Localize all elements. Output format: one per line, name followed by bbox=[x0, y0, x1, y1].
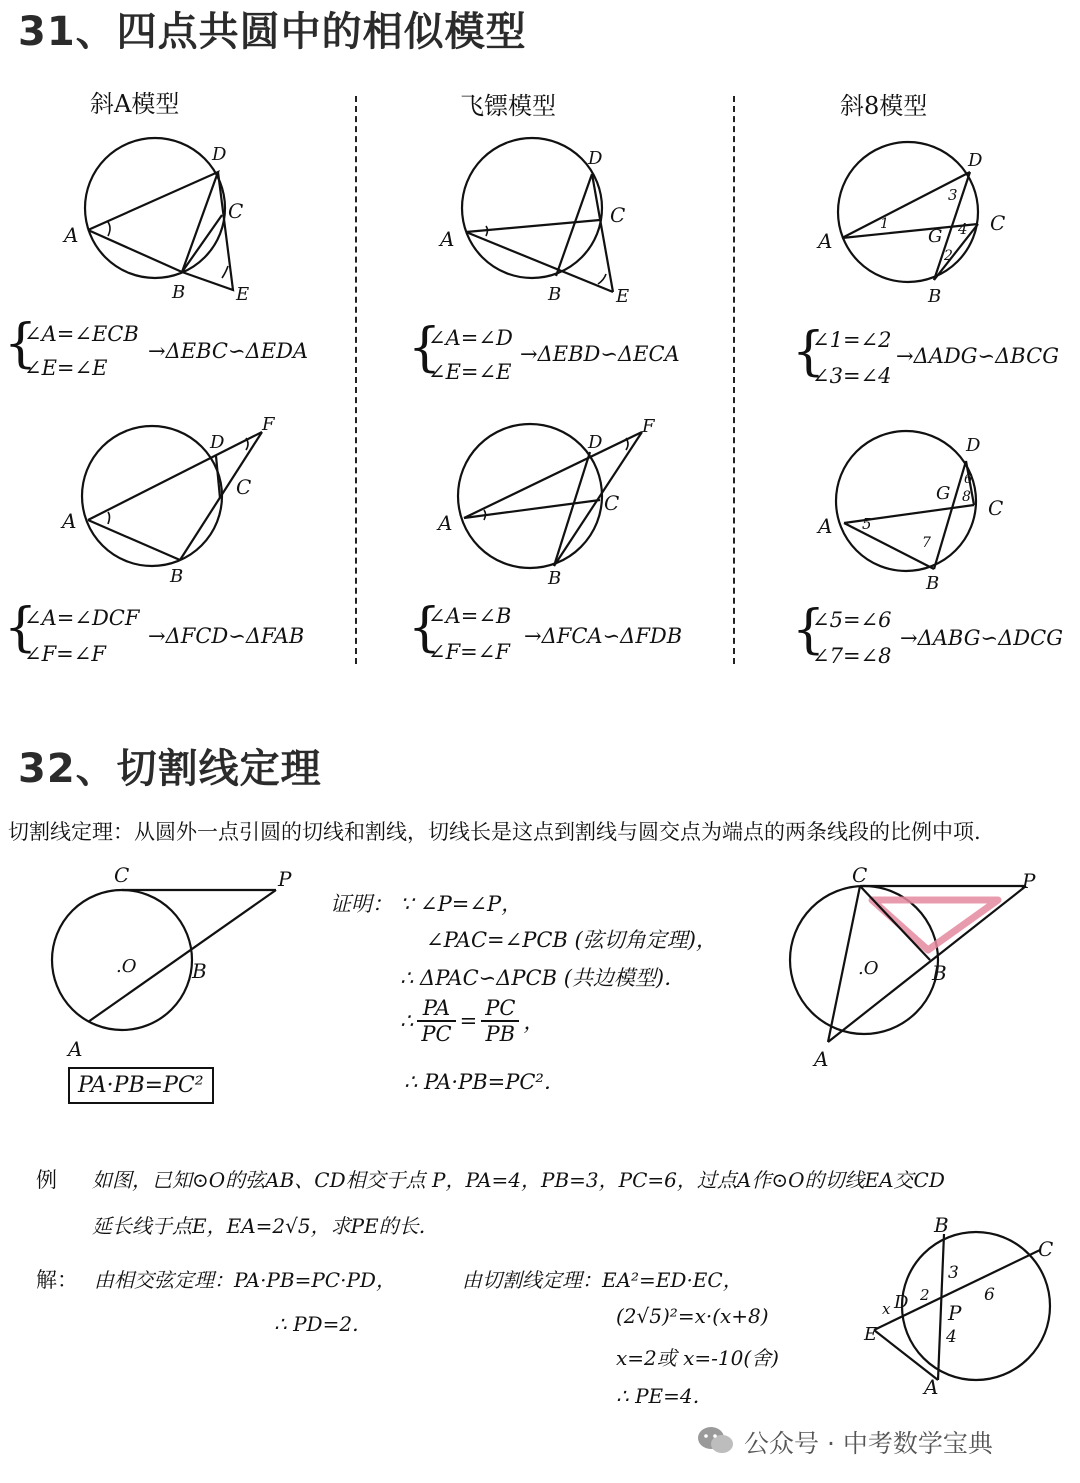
proof-line-4 bbox=[400, 996, 544, 1046]
angle-7: 7 bbox=[922, 535, 931, 551]
fraction-pc-pb: $\frac{PC}{PB}$ bbox=[481, 996, 519, 1046]
angle-8: 8 bbox=[962, 489, 971, 505]
angle-6: 6 bbox=[964, 472, 973, 487]
label-b: B bbox=[932, 961, 947, 985]
tangent-chord-diagram bbox=[780, 864, 1070, 1084]
diagram-slanted-a-1 bbox=[50, 130, 270, 310]
equals-sign: = bbox=[459, 1009, 478, 1033]
label-c: C bbox=[610, 203, 626, 227]
segment-6: 6 bbox=[984, 1285, 995, 1305]
label-o: .O bbox=[116, 956, 137, 977]
label-d: D bbox=[588, 432, 603, 453]
diagram-slanted-8-1 bbox=[810, 140, 1030, 310]
tangent-secant-diagram bbox=[40, 860, 310, 1060]
result: →ΔADG∽ΔBCG bbox=[896, 344, 1059, 368]
label-a: A bbox=[440, 227, 455, 251]
result-2: →ΔFCD∽ΔFAB bbox=[148, 624, 305, 648]
theorem-definition: 切割线定理：从圆外一点引圆的切线和割线，切线长是这点到割线与圆交点为端点的两条线段的比例中项. bbox=[8, 820, 981, 844]
comma: ， bbox=[523, 1010, 545, 1034]
label-b: B bbox=[170, 566, 184, 587]
angle-1: 1 bbox=[880, 216, 889, 232]
fraction-pa-pc: $\frac{PA}{PC}$ bbox=[417, 996, 455, 1046]
angle-3: 3 bbox=[948, 186, 958, 204]
column-divider bbox=[355, 96, 357, 664]
diagram-slanted-a-2 bbox=[50, 410, 290, 590]
brace: { bbox=[408, 598, 442, 658]
angle-2: 2 bbox=[944, 248, 953, 264]
column-divider bbox=[733, 96, 735, 664]
cond-2: ∠E=∠E bbox=[24, 356, 108, 380]
result-2: →ΔFCA∽ΔFDB bbox=[524, 624, 683, 648]
label-c: C bbox=[604, 491, 620, 515]
label-e: E bbox=[236, 284, 250, 305]
proof-line-5: ∴ PA·PB=PC²． bbox=[404, 1070, 565, 1094]
label-c: C bbox=[990, 211, 1006, 235]
label-p: P bbox=[278, 867, 292, 891]
example-text-1: 如图，已知⊙O的弦AB、CD相交于点 P，PA=4，PB=3，PC=6，过点A作⊙O的切线EA交CD bbox=[92, 1168, 945, 1192]
label-g: G bbox=[936, 483, 951, 504]
cond-2: ∠E=∠E bbox=[428, 360, 512, 384]
label-c: C bbox=[1038, 1237, 1054, 1261]
label-a: A bbox=[64, 223, 79, 247]
example-label: 例 bbox=[36, 1168, 57, 1192]
label-b: B bbox=[548, 568, 562, 589]
solution-line-5: x=2或 x=-10(舍) bbox=[616, 1346, 779, 1370]
label-b: B bbox=[934, 1213, 949, 1237]
label-a: A bbox=[438, 511, 453, 535]
angle-4: 4 bbox=[958, 220, 968, 238]
model-title-slanted-8: 斜8模型 bbox=[840, 92, 928, 120]
cond-3: ∠5=∠6 bbox=[812, 608, 892, 632]
label-b: B bbox=[192, 959, 207, 983]
result: →ΔEBC∽ΔEDA bbox=[148, 339, 309, 363]
intersecting-chords-diagram bbox=[858, 1210, 1068, 1410]
label-e: E bbox=[864, 1324, 878, 1345]
watermark-text: 公众号 · 中考数学宝典 bbox=[744, 1429, 993, 1458]
proof-label: 证明： bbox=[330, 892, 393, 916]
segment-4: 4 bbox=[946, 1327, 957, 1347]
label-c: C bbox=[114, 863, 130, 887]
cond-4: ∠7=∠8 bbox=[812, 644, 892, 668]
proof-line-2: ∠PAC=∠PCB (弦切角定理)， bbox=[426, 928, 717, 952]
label-d: D bbox=[968, 150, 983, 171]
cond-2: ∠3=∠4 bbox=[812, 364, 892, 388]
cond-1: ∠1=∠2 bbox=[812, 328, 892, 352]
label-c: C bbox=[228, 199, 244, 223]
label-d: D bbox=[966, 435, 981, 456]
label-x: x bbox=[882, 1300, 891, 1318]
brace: { bbox=[4, 598, 38, 658]
label-p: P bbox=[948, 1301, 962, 1325]
label-e: E bbox=[616, 286, 630, 307]
label-b: B bbox=[926, 573, 940, 594]
label-a: A bbox=[818, 514, 833, 538]
brace: { bbox=[792, 600, 826, 660]
cond-3: ∠A=∠DCF bbox=[24, 606, 140, 630]
label-c: C bbox=[236, 475, 252, 499]
label-g: G bbox=[928, 226, 943, 247]
solution-line-3: 由切割线定理：EA²=ED·EC， bbox=[462, 1268, 743, 1292]
label-p: P bbox=[1022, 869, 1036, 893]
cond-1: ∠A=∠ECB bbox=[24, 322, 139, 346]
model-title-slanted-a: 斜A模型 bbox=[90, 90, 180, 118]
label-o: .O bbox=[858, 958, 879, 979]
label-d: D bbox=[212, 144, 227, 165]
label-d: D bbox=[210, 432, 225, 453]
segment-3: 3 bbox=[948, 1263, 959, 1283]
angle-5: 5 bbox=[862, 515, 872, 533]
cond-1: ∠A=∠D bbox=[428, 326, 513, 350]
label-a: A bbox=[68, 1037, 83, 1060]
formula-box: PA·PB=PC² bbox=[68, 1067, 214, 1104]
model-title-dart: 飞镖模型 bbox=[460, 92, 556, 120]
label-d: D bbox=[588, 148, 603, 169]
label-b: B bbox=[172, 282, 186, 303]
section-31-title: 31、四点共圆中的相似模型 bbox=[18, 9, 527, 55]
therefore-symbol: ∴ bbox=[400, 1009, 414, 1033]
wechat-icon bbox=[696, 1424, 736, 1456]
proof-line-1: ∵ ∠P=∠P， bbox=[400, 892, 523, 916]
diagram-dart-1 bbox=[430, 130, 650, 310]
solution-line-4: (2√5)²=x·(x+8) bbox=[616, 1304, 769, 1328]
cond-3: ∠A=∠B bbox=[428, 604, 512, 628]
label-c: C bbox=[988, 496, 1004, 520]
cond-4: ∠F=∠F bbox=[428, 640, 510, 664]
label-f: F bbox=[642, 416, 655, 437]
cond-4: ∠F=∠F bbox=[24, 642, 106, 666]
brace: { bbox=[792, 322, 826, 382]
segment-2: 2 bbox=[920, 1286, 930, 1304]
label-b: B bbox=[548, 284, 562, 305]
label-a: A bbox=[818, 229, 833, 253]
solution-line-1: 由相交弦定理：PA·PB=PC·PD， bbox=[94, 1268, 396, 1292]
solution-line-2: ∴ PD=2． bbox=[274, 1312, 373, 1336]
result: →ΔEBD∽ΔECA bbox=[520, 342, 680, 366]
diagram-dart-2 bbox=[430, 410, 670, 590]
diagram-slanted-8-2 bbox=[810, 425, 1030, 595]
solution-line-6: ∴ PE=4． bbox=[616, 1384, 713, 1408]
label-c: C bbox=[852, 864, 868, 887]
result-2: →ΔABG∽ΔDCG bbox=[900, 626, 1063, 650]
label-a: A bbox=[924, 1375, 939, 1399]
section-32-title: 32、切割线定理 bbox=[18, 746, 322, 792]
brace: { bbox=[408, 318, 442, 378]
label-a: A bbox=[62, 509, 77, 533]
example-text-2: 延长线于点E，EA=2√5，求PE的长． bbox=[92, 1214, 439, 1238]
label-a: A bbox=[814, 1047, 829, 1071]
label-f: F bbox=[262, 414, 275, 435]
solution-label: 解： bbox=[36, 1268, 78, 1292]
brace: { bbox=[4, 314, 38, 374]
proof-line-3: ∴ ΔPAC∽ΔPCB (共边模型)． bbox=[400, 966, 686, 990]
label-b: B bbox=[928, 286, 942, 307]
label-d: D bbox=[894, 1292, 909, 1313]
